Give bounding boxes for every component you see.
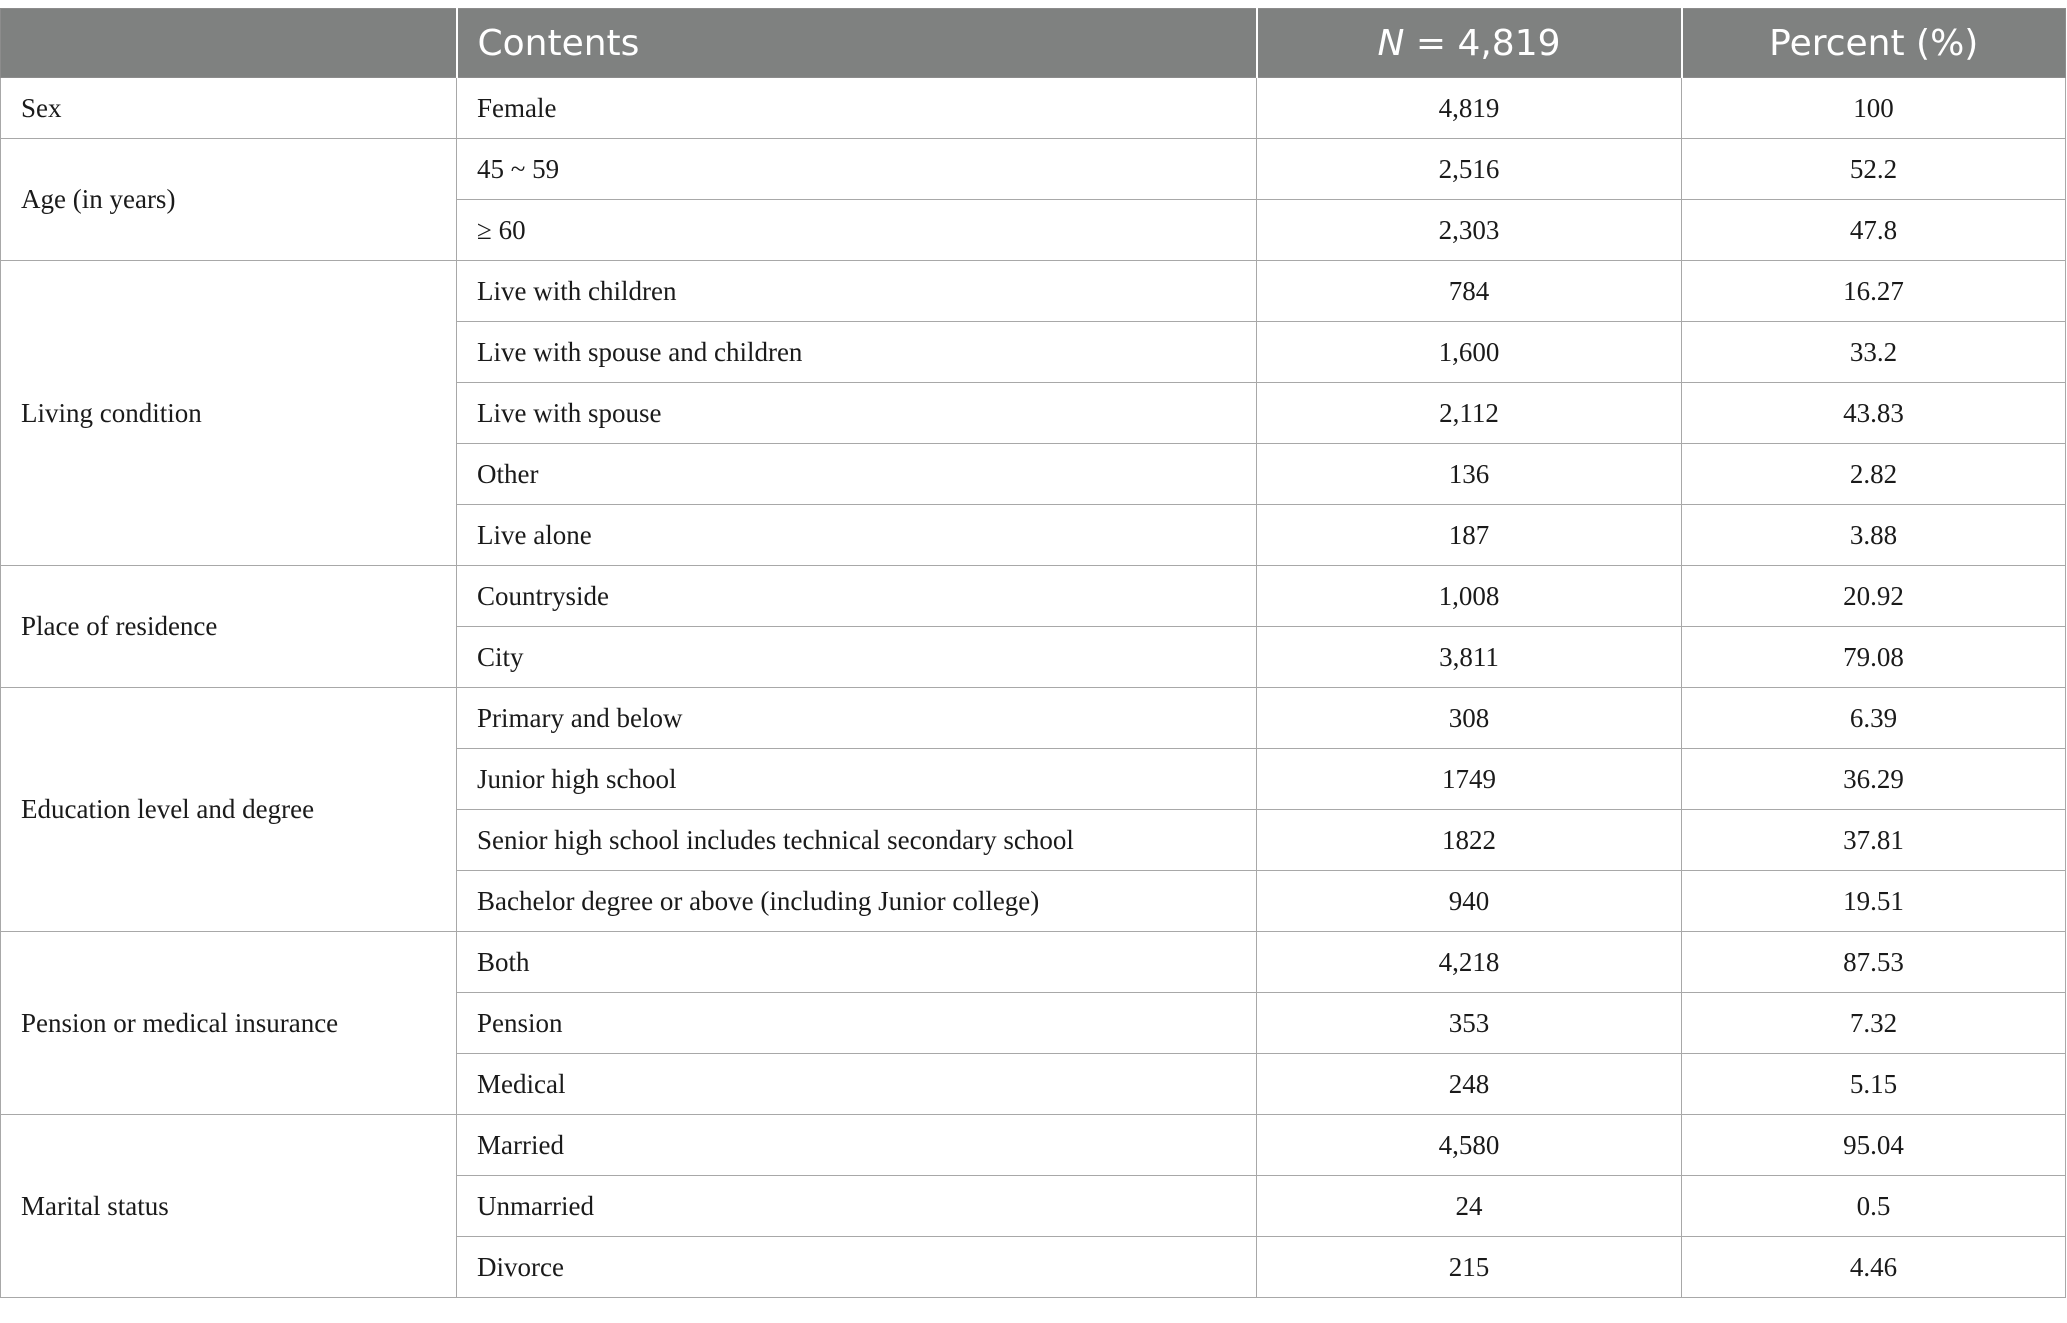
percent-cell: 95.04 [1682, 1115, 2066, 1176]
n-cell: 1749 [1257, 749, 1682, 810]
percent-cell: 37.81 [1682, 810, 2066, 871]
category-cell: Place of residence [1, 566, 457, 688]
contents-cell: ≥ 60 [457, 200, 1257, 261]
percent-cell: 33.2 [1682, 322, 2066, 383]
header-n [1257, 9, 1682, 78]
contents-cell: Married [457, 1115, 1257, 1176]
contents-cell: Medical [457, 1054, 1257, 1115]
contents-cell: Other [457, 444, 1257, 505]
n-cell: 4,218 [1257, 932, 1682, 993]
percent-cell: 0.5 [1682, 1176, 2066, 1237]
table-row [1, 688, 2066, 749]
n-cell: 215 [1257, 1237, 1682, 1298]
n-cell: 353 [1257, 993, 1682, 1054]
demographics-table-container [0, 8, 2065, 1298]
percent-cell: 6.39 [1682, 688, 2066, 749]
header-category [1, 9, 457, 78]
contents-cell: Both [457, 932, 1257, 993]
percent-cell: 4.46 [1682, 1237, 2066, 1298]
contents-cell: Pension [457, 993, 1257, 1054]
contents-cell: Primary and below [457, 688, 1257, 749]
category-cell: Education level and degree [1, 688, 457, 932]
n-cell: 3,811 [1257, 627, 1682, 688]
contents-cell: Senior high school includes technical secondary school [457, 810, 1257, 871]
header-n-value: = 4,819 [1404, 22, 1561, 64]
n-cell: 784 [1257, 261, 1682, 322]
percent-cell: 100 [1682, 78, 2066, 139]
n-cell: 1,600 [1257, 322, 1682, 383]
n-cell: 4,819 [1257, 78, 1682, 139]
n-cell: 1,008 [1257, 566, 1682, 627]
percent-cell: 87.53 [1682, 932, 2066, 993]
table-row [1, 261, 2066, 322]
percent-cell: 5.15 [1682, 1054, 2066, 1115]
category-cell: Marital status [1, 1115, 457, 1298]
table-row [1, 932, 2066, 993]
n-cell: 308 [1257, 688, 1682, 749]
header-contents: Contents [457, 9, 1257, 78]
table-body [1, 78, 2066, 1298]
percent-cell: 43.83 [1682, 383, 2066, 444]
contents-cell: Divorce [457, 1237, 1257, 1298]
percent-cell: 3.88 [1682, 505, 2066, 566]
contents-cell: Live with spouse [457, 383, 1257, 444]
table-row [1, 566, 2066, 627]
category-cell: Living condition [1, 261, 457, 566]
n-cell: 187 [1257, 505, 1682, 566]
percent-cell: 36.29 [1682, 749, 2066, 810]
n-cell: 24 [1257, 1176, 1682, 1237]
percent-cell: 79.08 [1682, 627, 2066, 688]
contents-cell: Live with children [457, 261, 1257, 322]
n-cell: 136 [1257, 444, 1682, 505]
category-cell: Pension or medical insurance [1, 932, 457, 1115]
n-cell: 1822 [1257, 810, 1682, 871]
contents-cell: Live alone [457, 505, 1257, 566]
contents-cell: 45 ~ 59 [457, 139, 1257, 200]
header-n-symbol: N [1377, 22, 1405, 64]
category-cell: Age (in years) [1, 139, 457, 261]
table-row [1, 139, 2066, 200]
contents-cell: Live with spouse and children [457, 322, 1257, 383]
contents-cell: Junior high school [457, 749, 1257, 810]
contents-cell: Unmarried [457, 1176, 1257, 1237]
demographics-table [0, 8, 2066, 1298]
header-percent: Percent (%) [1682, 9, 2066, 78]
contents-cell: Female [457, 78, 1257, 139]
n-cell: 4,580 [1257, 1115, 1682, 1176]
n-cell: 2,303 [1257, 200, 1682, 261]
n-cell: 2,112 [1257, 383, 1682, 444]
contents-cell: Countryside [457, 566, 1257, 627]
contents-cell: City [457, 627, 1257, 688]
table-row [1, 78, 2066, 139]
percent-cell: 52.2 [1682, 139, 2066, 200]
table-header [1, 9, 2066, 78]
n-cell: 248 [1257, 1054, 1682, 1115]
percent-cell: 16.27 [1682, 261, 2066, 322]
percent-cell: 20.92 [1682, 566, 2066, 627]
table-row [1, 1115, 2066, 1176]
percent-cell: 47.8 [1682, 200, 2066, 261]
percent-cell: 2.82 [1682, 444, 2066, 505]
n-cell: 2,516 [1257, 139, 1682, 200]
header-row [1, 9, 2066, 78]
n-cell: 940 [1257, 871, 1682, 932]
category-cell: Sex [1, 78, 457, 139]
percent-cell: 19.51 [1682, 871, 2066, 932]
percent-cell: 7.32 [1682, 993, 2066, 1054]
contents-cell: Bachelor degree or above (including Junior college) [457, 871, 1257, 932]
